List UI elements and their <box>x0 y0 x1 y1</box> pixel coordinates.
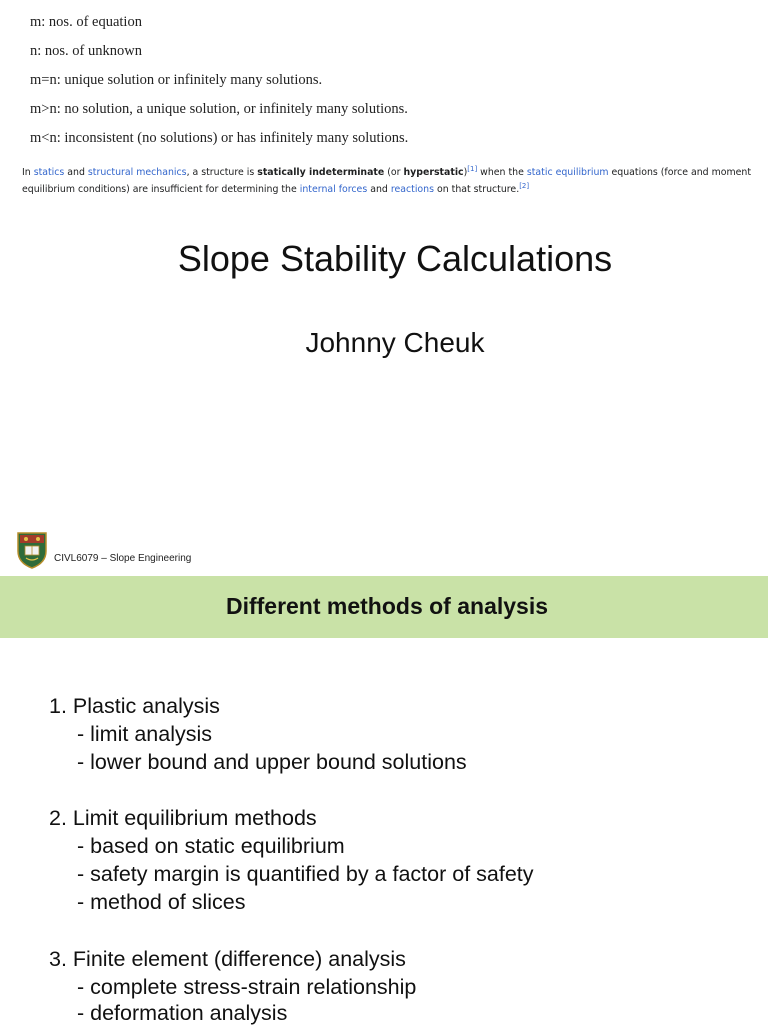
note-line-3: m=n: unique solution or infinitely many solutions. <box>30 72 323 88</box>
method-point: - safety margin is quantified by a factor of safety <box>77 862 534 886</box>
link-structural-mechanics[interactable]: structural mechanics <box>87 167 187 178</box>
method-heading-3: 3. Finite element (difference) analysis <box>49 947 406 971</box>
term-hyperstatic: hyperstatic <box>403 167 464 178</box>
slide-title: Slope Stability Calculations <box>177 238 613 279</box>
university-crest-icon <box>16 531 48 569</box>
method-point: - limit analysis <box>77 722 212 746</box>
method-point: - deformation analysis <box>77 1001 288 1025</box>
wiki-text: In <box>22 167 34 178</box>
note-line-2: n: nos. of unknown <box>30 43 142 59</box>
course-label: CIVL6079 – Slope Engineering <box>54 553 192 564</box>
wiki-text: (or <box>384 167 404 178</box>
wiki-text: and <box>367 184 391 195</box>
note-line-4: m>n: no solution, a unique solution, or infinitely many solutions. <box>30 101 408 117</box>
slide-author: Johnny Cheuk <box>305 327 485 358</box>
method-point: - lower bound and upper bound solutions <box>77 750 467 774</box>
link-internal-forces[interactable]: internal forces <box>299 184 368 195</box>
wiki-text: equations (force and moment equilibrium conditions) are insufficient for determining the <box>22 167 752 195</box>
slide-banner <box>0 576 768 638</box>
wiki-excerpt <box>22 164 757 198</box>
link-reactions[interactable]: reactions <box>390 184 434 195</box>
banner-title: Different methods of analysis <box>225 593 549 619</box>
wiki-text: on that structure. <box>434 184 520 195</box>
method-point: - method of slices <box>77 890 246 914</box>
wiki-text: , a structure is <box>186 167 258 178</box>
method-point: - based on static equilibrium <box>77 834 345 858</box>
method-heading-2: 2. Limit equilibrium methods <box>49 806 317 830</box>
note-line-5: m<n: inconsistent (no solutions) or has infinitely many solutions. <box>30 130 409 146</box>
wiki-text: ) <box>463 167 468 178</box>
method-point: - complete stress-strain relationship <box>77 975 417 999</box>
reference-2[interactable]: [2] <box>519 181 530 190</box>
reference-1[interactable]: [1] <box>467 164 478 173</box>
wiki-text: when the <box>477 167 527 178</box>
term-statically-indeterminate: statically indeterminate <box>257 167 385 178</box>
link-statics[interactable]: statics <box>33 167 65 178</box>
wiki-text: and <box>64 167 88 178</box>
method-heading-1: 1. Plastic analysis <box>49 694 220 718</box>
link-static-equilibrium[interactable]: static equilibrium <box>526 167 609 178</box>
note-line-1: m: nos. of equation <box>30 14 142 30</box>
